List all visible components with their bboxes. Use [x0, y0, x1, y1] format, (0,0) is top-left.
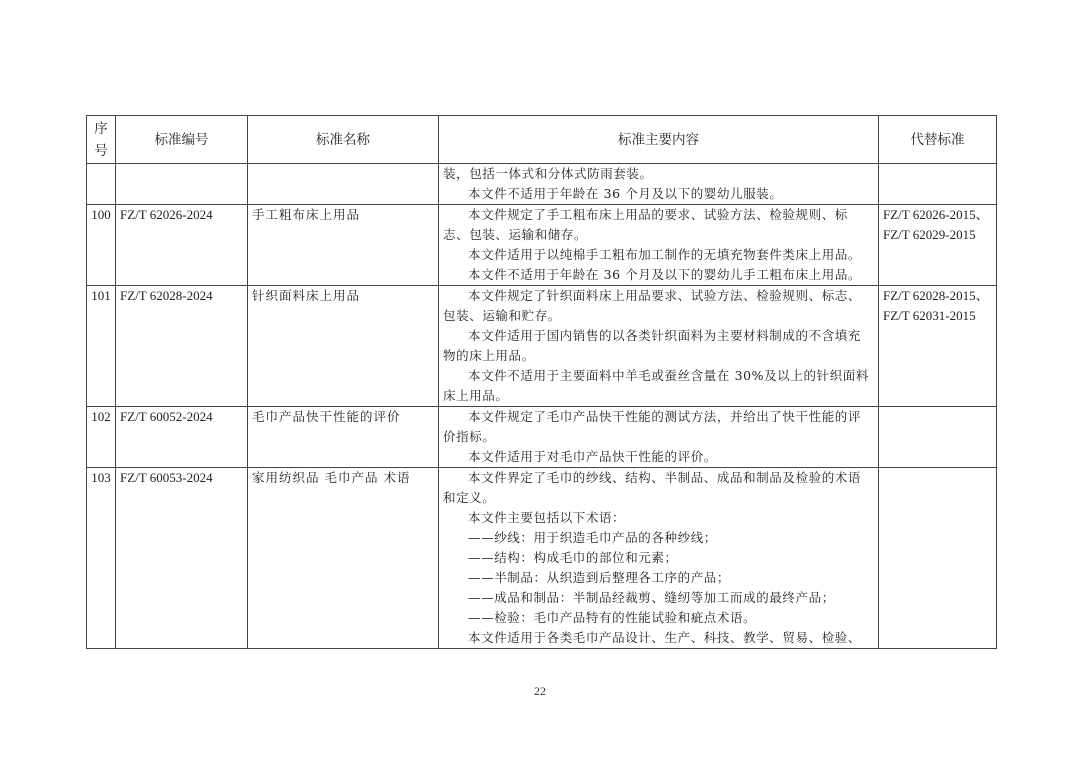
table-header-row: [87, 116, 997, 164]
row-content: 本文件规定了毛巾产品快干性能的测试方法，并给出了快干性能的评价指标。 本文件适用于对毛巾产品快干性能的评价。: [439, 407, 879, 468]
row-code: [116, 164, 248, 205]
row-replace: [879, 468, 997, 649]
row-code: FZ/T 62028-2024: [116, 286, 248, 407]
header-replace: 代替标准: [879, 116, 997, 164]
standards-table: [86, 115, 997, 649]
row-no: [87, 164, 116, 205]
row-content: 装，包括一体式和分体式防雨套装。 本文件不适用于年龄在 36 个月及以下的婴幼儿服装。: [439, 164, 879, 205]
table-row: [87, 407, 997, 468]
row-replace: FZ/T 62028-2015、 FZ/T 62031-2015: [879, 286, 997, 407]
row-no: 101: [87, 286, 116, 407]
row-no: 100: [87, 205, 116, 286]
row-replace: [879, 164, 997, 205]
header-seq: 序 号: [87, 116, 116, 164]
row-name: 针织面料床上用品: [248, 286, 439, 407]
header-code: 标准编号: [116, 116, 248, 164]
row-code: FZ/T 60052-2024: [116, 407, 248, 468]
row-no: 102: [87, 407, 116, 468]
row-replace: FZ/T 62026-2015、 FZ/T 62029-2015: [879, 205, 997, 286]
row-replace: [879, 407, 997, 468]
header-name: 标准名称: [248, 116, 439, 164]
row-code: FZ/T 62026-2024: [116, 205, 248, 286]
row-content: 本文件规定了针织面料床上用品要求、试验方法、检验规则、标志、包装、运输和贮存。 本文件适用于国内销售的以各类针织面料为主要材料制成的不含填充物的床上用品。 本文件不适用于主要面料中羊毛或蚕丝含量在 30%及以上的针织面料床上用品。: [439, 286, 879, 407]
table-row: [87, 164, 997, 205]
header-content: 标准主要内容: [439, 116, 879, 164]
row-name: 手工粗布床上用品: [248, 205, 439, 286]
table-row: [87, 286, 997, 407]
row-content: 本文件规定了手工粗布床上用品的要求、试验方法、检验规则、标志、包装、运输和储存。 本文件适用于以纯棉手工粗布加工制作的无填充物套件类床上用品。 本文件不适用于年龄在 36 个月及以下的婴幼儿手工粗布床上用品。: [439, 205, 879, 286]
table-row: [87, 205, 997, 286]
row-name: [248, 164, 439, 205]
page-number: 22: [534, 684, 546, 698]
row-content: 本文件界定了毛巾的纱线、结构、半制品、成品和制品及检验的术语和定义。 本文件主要包括以下术语： ——纱线：用于织造毛巾产品的各种纱线； ——结构：构成毛巾的部位和元素； ——半制品：从织造到后整理各工序的产品； ——成品和制品：半制品经裁剪、缝纫等加工而成的最终产品； ——检验：毛巾产品特有的性能试验和疵点术语。 本文件适用于各类毛巾产品设计、生产、科技、教学、贸易、检验、: [439, 468, 879, 649]
row-name: 家用纺织品 毛巾产品 术语: [248, 468, 439, 649]
table-row: [87, 468, 997, 649]
row-no: 103: [87, 468, 116, 649]
row-name: 毛巾产品快干性能的评价: [248, 407, 439, 468]
row-code: FZ/T 60053-2024: [116, 468, 248, 649]
